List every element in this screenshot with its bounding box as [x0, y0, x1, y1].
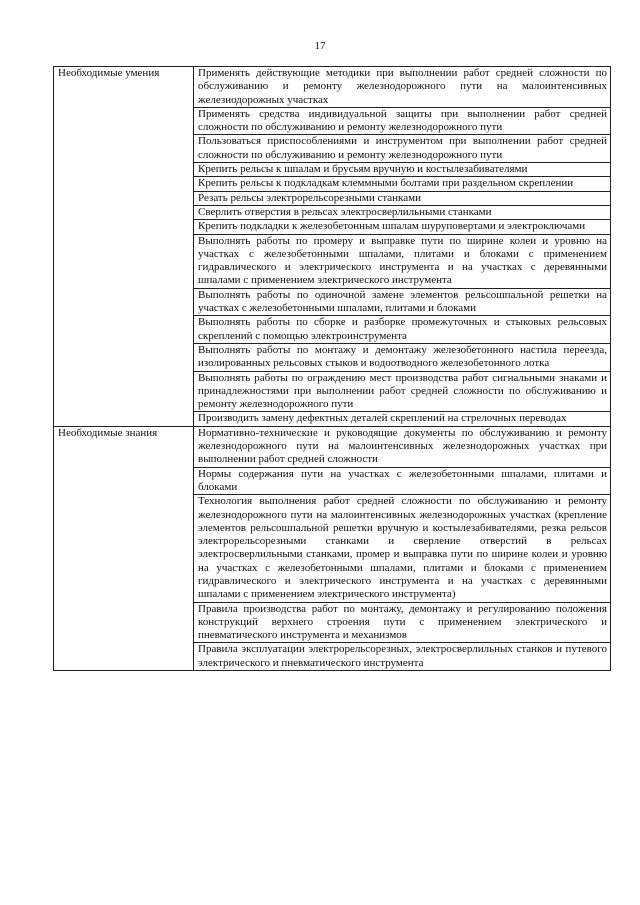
requirement-item: Сверлить отверстия в рельсах электросверлильными станками: [194, 205, 611, 219]
section-label-skills: Необходимые умения: [54, 67, 194, 427]
requirement-item: Технология выполнения работ средней сложности по обслуживанию и ремонту железнодорожного пути на малоинтенсивных железнодорожных участках (крепление элементов рельсошпальной решетки вручную и костылезабивателями, резка рельсов электрорельсорезными станками и сверление отверстий в рельсах электросверлильными станками, промер и выправка пути по ширине колеи и уровню на участках с железобетонными шпалами, плитами и блоками с применением гидравлического и электрического инструмента и на участках с деревянными шпалами с применением электрического инструмента): [194, 495, 611, 602]
requirements-table: [53, 66, 611, 671]
table-row: [54, 67, 611, 108]
requirement-item: Нормативно-технические и руководящие документы по обслуживанию и ремонту железнодорожного пути на малоинтенсивных железнодорожных участках при выполнении работ средней сложности: [194, 426, 611, 467]
requirement-item: Нормы содержания пути на участках с железобетонными шпалами, плитами и блоками: [194, 467, 611, 495]
requirement-item: Выполнять работы по промеру и выправке пути по ширине колеи и уровню на участках с железобетонными шпалами, плитами и блоками с применением гидравлического и электрического инструмента и на участках с деревянными шпалами с применением электрического инструмента: [194, 234, 611, 288]
requirement-item: Выполнять работы по ограждению мест производства работ сигнальными знаками и принадлежностями при выполнении работ средней сложности по обслуживанию и ремонту железнодорожного пути: [194, 371, 611, 412]
section-label-knowledge: Необходимые знания: [54, 426, 194, 670]
requirement-item: Крепить рельсы к подкладкам клеммными болтами при раздельном скреплении: [194, 177, 611, 191]
requirement-item: Выполнять работы по монтажу и демонтажу железобетонного настила переезда, изолированных рельсовых стыков и водоотводного железобетонного лотка: [194, 343, 611, 371]
requirement-item: Применять средства индивидуальной защиты при выполнении работ средней сложности по обслуживанию и ремонту железнодорожного пути: [194, 107, 611, 135]
requirement-item: Крепить подкладки к железобетонным шпалам шуруповертами и электроключами: [194, 220, 611, 234]
requirement-item: Выполнять работы по одиночной замене элементов рельсошпальной решетки на участках с железобетонными шпалами, плитами и блоками: [194, 288, 611, 316]
requirement-item: Крепить рельсы к шпалам и брусьям вручную и костылезабивателями: [194, 163, 611, 177]
requirement-item: Применять действующие методики при выполнении работ средней сложности по обслуживанию и ремонту железнодорожного пути на малоинтенсивных железнодорожных участках: [194, 67, 611, 108]
requirement-item: Правила производства работ по монтажу, демонтажу и регулированию положения конструкций верхнего строения пути с применением электрического и пневматического инструмента и механизмов: [194, 602, 611, 643]
requirement-item: Выполнять работы по сборке и разборке промежуточных и стыковых рельсовых скреплений с помощью электроинструмента: [194, 316, 611, 344]
requirement-item: Резать рельсы электрорельсорезными станками: [194, 191, 611, 205]
requirement-item: Правила эксплуатации электрорельсорезных, электросверлильных станков и путевого электрического и пневматического инструмента: [194, 643, 611, 671]
page-number: 17: [314, 40, 326, 52]
requirement-item: Производить замену дефектных деталей скреплений на стрелочных переводах: [194, 412, 611, 426]
table-row: [54, 426, 611, 467]
requirement-item: Пользоваться приспособлениями и инструментом при выполнении работ средней сложности по обслуживанию и ремонту железнодорожного пути: [194, 135, 611, 163]
